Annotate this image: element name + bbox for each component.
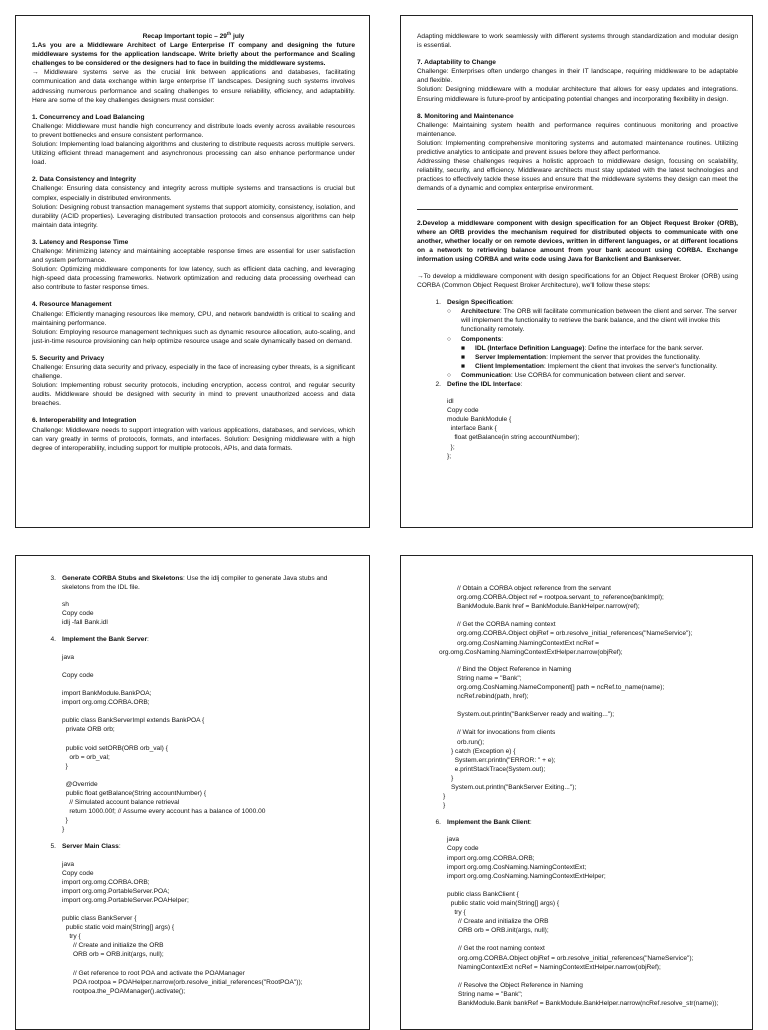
idl-code-block: idl Copy code module BankModule { interface Bank { float getBalance(in string accountNumber); }; }; bbox=[447, 398, 580, 460]
section-heading: 7. Adaptability to Change bbox=[417, 59, 496, 67]
document-page-2 bbox=[400, 15, 753, 528]
document-page-4 bbox=[400, 555, 753, 1030]
section-text: Solution: Employing resource management techniques such as dynamic resource allocation, auto-scaling, and just-in-time resource provisioning can help optimize resource usage and scale dynamically based on demand. bbox=[32, 328, 355, 345]
section-text: Challenge: Minimizing latency and maintaining acceptable response times are essential for user satisfaction and system performance. bbox=[32, 247, 355, 265]
step-3: 3. Generate CORBA Stubs and Skeletons: Use the idlj compiler to generate Java stubs and skeletons from the IDL file. bbox=[50, 575, 328, 592]
section-heading: 3. Latency and Response Time bbox=[32, 238, 129, 246]
section-text: Challenge: Maintaining system health and performance requires continuous monitoring and proactive maintenance. bbox=[417, 121, 738, 138]
answer-intro: →To develop a middleware component with design specifications for an Object Request Broker (ORB) using CORBA (Common Object Request Broker Architecture), we'll follow these steps: bbox=[417, 272, 738, 290]
section-text: Challenge: Ensuring data consistency and integrity across multiple systems and transactions is crucial but complex, especially in distributed environments. bbox=[32, 185, 355, 202]
server-implementation-item: ■ Server Implementation: Implement the server that provides the functionality. bbox=[461, 353, 701, 361]
server-code-continued-c: // Bind the Object Reference in Naming String name = "Bank"; org.omg.CosNaming.NameComponent[] path = ncRef.to_name(name); ncRef.rebind(path, href); System.out.println("BankServer ready and waiting..."); // Wait for invocations from clients orb.run(); bbox=[457, 665, 665, 746]
challenge-sections-continued bbox=[417, 58, 738, 201]
document-page-1 bbox=[15, 15, 370, 528]
section-text: Solution: Optimizing middleware components for low latency, such as efficient data caching, and leveraging high-speed data processing frameworks. Network optimization and reducing data processing overhead can also contribute to faster response times. bbox=[32, 266, 355, 292]
step-5: 5. Server Main Class: bbox=[50, 843, 121, 851]
communication-item: ○ Communication: Use CORBA for communication between client and server. bbox=[447, 371, 686, 379]
section-heading: 4. Resource Management bbox=[32, 301, 112, 309]
challenge-sections bbox=[32, 113, 355, 461]
section-divider bbox=[417, 209, 738, 210]
server-code-continued-a: // Obtain a CORBA object reference from the servant org.omg.CORBA.Object ref = rootpoa.servant_to_reference(bankImpl); BankModule.Bank href = BankModule.BankHelper.narrow(ref); // Get the CORBA naming context org.omg.CORBA.Object objRef = orb.resolve_initial_references("NameService"); org.omg.CosNaming.NamingContextExt ncRef = bbox=[457, 585, 693, 647]
section-heading: 5. Security and Privacy bbox=[32, 354, 105, 362]
server-main-code: java Copy code import org.omg.CORBA.ORB; import org.omg.PortableServer.POA; import org.omg.PortableServer.POAHelper; public class BankServer { public static void main(String[] args) { try { // Create and initialize the ORB ORB orb = ORB.init(args, null); // Get reference to root POA and activate the POAManager POA rootpoa = POAHelper.narrow(orb.resolve_initial_references("RootPOA")); rootpoa.the_POAManager().activate(); bbox=[62, 860, 303, 995]
section-text: Addressing these challenges requires a holistic approach to middleware design, focusing on scalability, reliability, security, and efficiency. Middleware architects must stay updated with the latest technologies and practices to effectively tackle these issues and ensure that the middleware systems they design can meet the demands of a dynamic and complex enterprise environment. bbox=[417, 158, 738, 193]
idl-item: ■ IDL (Interface Definition Language): Define the interface for the bank server. bbox=[461, 344, 704, 352]
section-text: Solution: Implementing comprehensive monitoring systems and automated maintenance routines. Utilizing predictive analytics to anticipate and prevent issues before they affect performance. bbox=[417, 139, 738, 157]
step-1: 1. Design Specification: bbox=[435, 299, 514, 307]
bank-client-code: java Copy code import org.omg.CORBA.ORB; import org.omg.CosNaming.NamingContextExt; import org.omg.CosNaming.NamingContextExtHelper; public class BankClient { public static void main(String[] args) { try { // Create and initialize the ORB ORB orb = ORB.init(args, null); // Get the root naming context org.omg.CORBA.Object objRef = orb.resolve_initial_references("NameService"); NamingContextExt ncRef = NamingContextExtHelper.narrow(objRef); // Resolve the Object Reference in Naming String name = "Bank"; BankModule.Bank bankRef = BankModule.BankHelper.narrow(ncRef.resolve_str(name)); bbox=[447, 836, 719, 1008]
idlj-code-block: sh Copy code idlj -fall Bank.idl bbox=[62, 601, 108, 627]
server-code-continued-e: } } bbox=[443, 793, 446, 810]
section-heading: 8. Monitoring and Maintenance bbox=[417, 112, 514, 120]
section-text: Challenge: Middleware must handle high concurrency and distribute loads evenly across available resources to prevent bottlenecks and ensure consistent performance. bbox=[32, 122, 355, 139]
section-text: Challenge: Efficiently managing resources like memory, CPU, and network bandwidth is critical to scaling and maintaining performance. bbox=[32, 310, 355, 327]
question-1: 1.As you are a Middleware Architect of Large Enterprise IT company and designing the future middleware systems for the application landscape. Write briefly about the performance and Scaling challenges to be considered or the designers had to face in building the middleware systems. bbox=[32, 42, 355, 68]
section-text: Challenge: Enterprises often undergo changes in their IT landscape, requiring middleware to be adaptable and flexible. bbox=[417, 68, 738, 85]
architecture-item: ○ Architecture: The ORB will facilitate communication between the client and server. The server will implement the functionality to retrieve the bank balance, and the client will invoke this functionality remotely. bbox=[447, 308, 737, 334]
section-text: Challenge: Middleware needs to support integration with various applications, databases, and services, which can vary greatly in terms of protocols, formats, and interfaces. Solution: Designing middleware with a high degree of interoperability, including support for multiple protocols, APIs, and data formats. bbox=[32, 426, 355, 452]
step-1-label: Design Specification bbox=[447, 299, 512, 307]
section-heading: 6. Interoperability and Integration bbox=[32, 417, 137, 425]
step-4: 4. Implement the Bank Server: bbox=[50, 636, 149, 644]
intro-paragraph: → Middleware systems serve as the crucial link between applications and databases, facilitating communication and data exchange within large enterprise IT landscapes. Designing such systems involves addressing numerous performance and scaling challenges to ensure reliability, efficiency, and adaptability. Here are some of the key challenges designers must consider: bbox=[32, 69, 355, 104]
step-2: 2. Define the IDL Interface: bbox=[435, 381, 523, 388]
step-6: 6. Implement the Bank Client: bbox=[435, 819, 532, 827]
continued-paragraph: Adapting middleware to work seamlessly with different systems through standardization and modular design is essential. bbox=[417, 33, 738, 50]
section-text: Challenge: Ensuring data security and privacy, especially in the face of increasing cyber threats, is a significant challenge. bbox=[32, 364, 355, 381]
page-title: Recap Important topic – 29th july bbox=[142, 30, 245, 40]
server-code-continued-b: org.omg.CosNaming.NamingContextExtHelper.narrow(objRef); bbox=[439, 648, 623, 656]
section-text: Solution: Implementing robust security protocols, including encryption, access control, and regular security audits. Middleware should be designed with security in mind to prevent unauthorized access and data breaches. bbox=[32, 382, 355, 408]
section-text: Solution: Designing robust transaction management systems that support atomicity, consistency, isolation, and durability (ACID properties). Leveraging distributed transaction protocols and consensus algorithms can help maintain data integrity. bbox=[32, 203, 355, 229]
bank-server-impl-code: java Copy code import BankModule.BankPOA; import org.omg.CORBA.ORB; public class BankServerImpl extends BankPOA { private ORB orb; public void setORB(ORB orb_val) { orb = orb_val; } @Override public float getBalance(String accountNumber) { // Simulated account balance retrieval return 1000.00f; // Assume every account has a balance of 1000.00 } } bbox=[62, 653, 266, 834]
section-heading: 1. Concurrency and Load Balancing bbox=[32, 113, 145, 121]
components-item: ○ Components: bbox=[447, 335, 504, 343]
step-2-label: Define the IDL Interface bbox=[447, 381, 521, 388]
section-text: Solution: Implementing load balancing algorithms and clustering to distribute requests across multiple servers. Utilizing efficient thread management and asynchronous processing can also enhance performance under load. bbox=[32, 141, 355, 167]
question-2: 2.Develop a middleware component with design specification for an Object Request Broker (ORB), where an ORB provides the mechanism required for distributed objects to communicate with one another, whether locally or on remote devices, written in different languages, or at different locations on a network to retrieving balance amount from your bank account using CORBA. Exchange information using CORBA and write code using Java for Bankclient and Bankserver. bbox=[417, 219, 738, 263]
client-implementation-item: ■ Client Implementation: Implement the client that invokes the server's functionality. bbox=[461, 362, 718, 370]
document-page-3 bbox=[15, 555, 370, 1030]
server-code-continued-d: } catch (Exception e) { System.err.println("ERROR: " + e); e.printStackTrace(System.out); } System.out.println("BankServer Exiting..."); bbox=[451, 747, 577, 791]
section-heading: 2. Data Consistency and Integrity bbox=[32, 176, 137, 184]
section-text: Solution: Designing middleware with a modular architecture that allows for easy updates and integrations. Ensuring middleware is future-proof by anticipating potential changes and incorporating flexibility in design. bbox=[417, 86, 738, 103]
